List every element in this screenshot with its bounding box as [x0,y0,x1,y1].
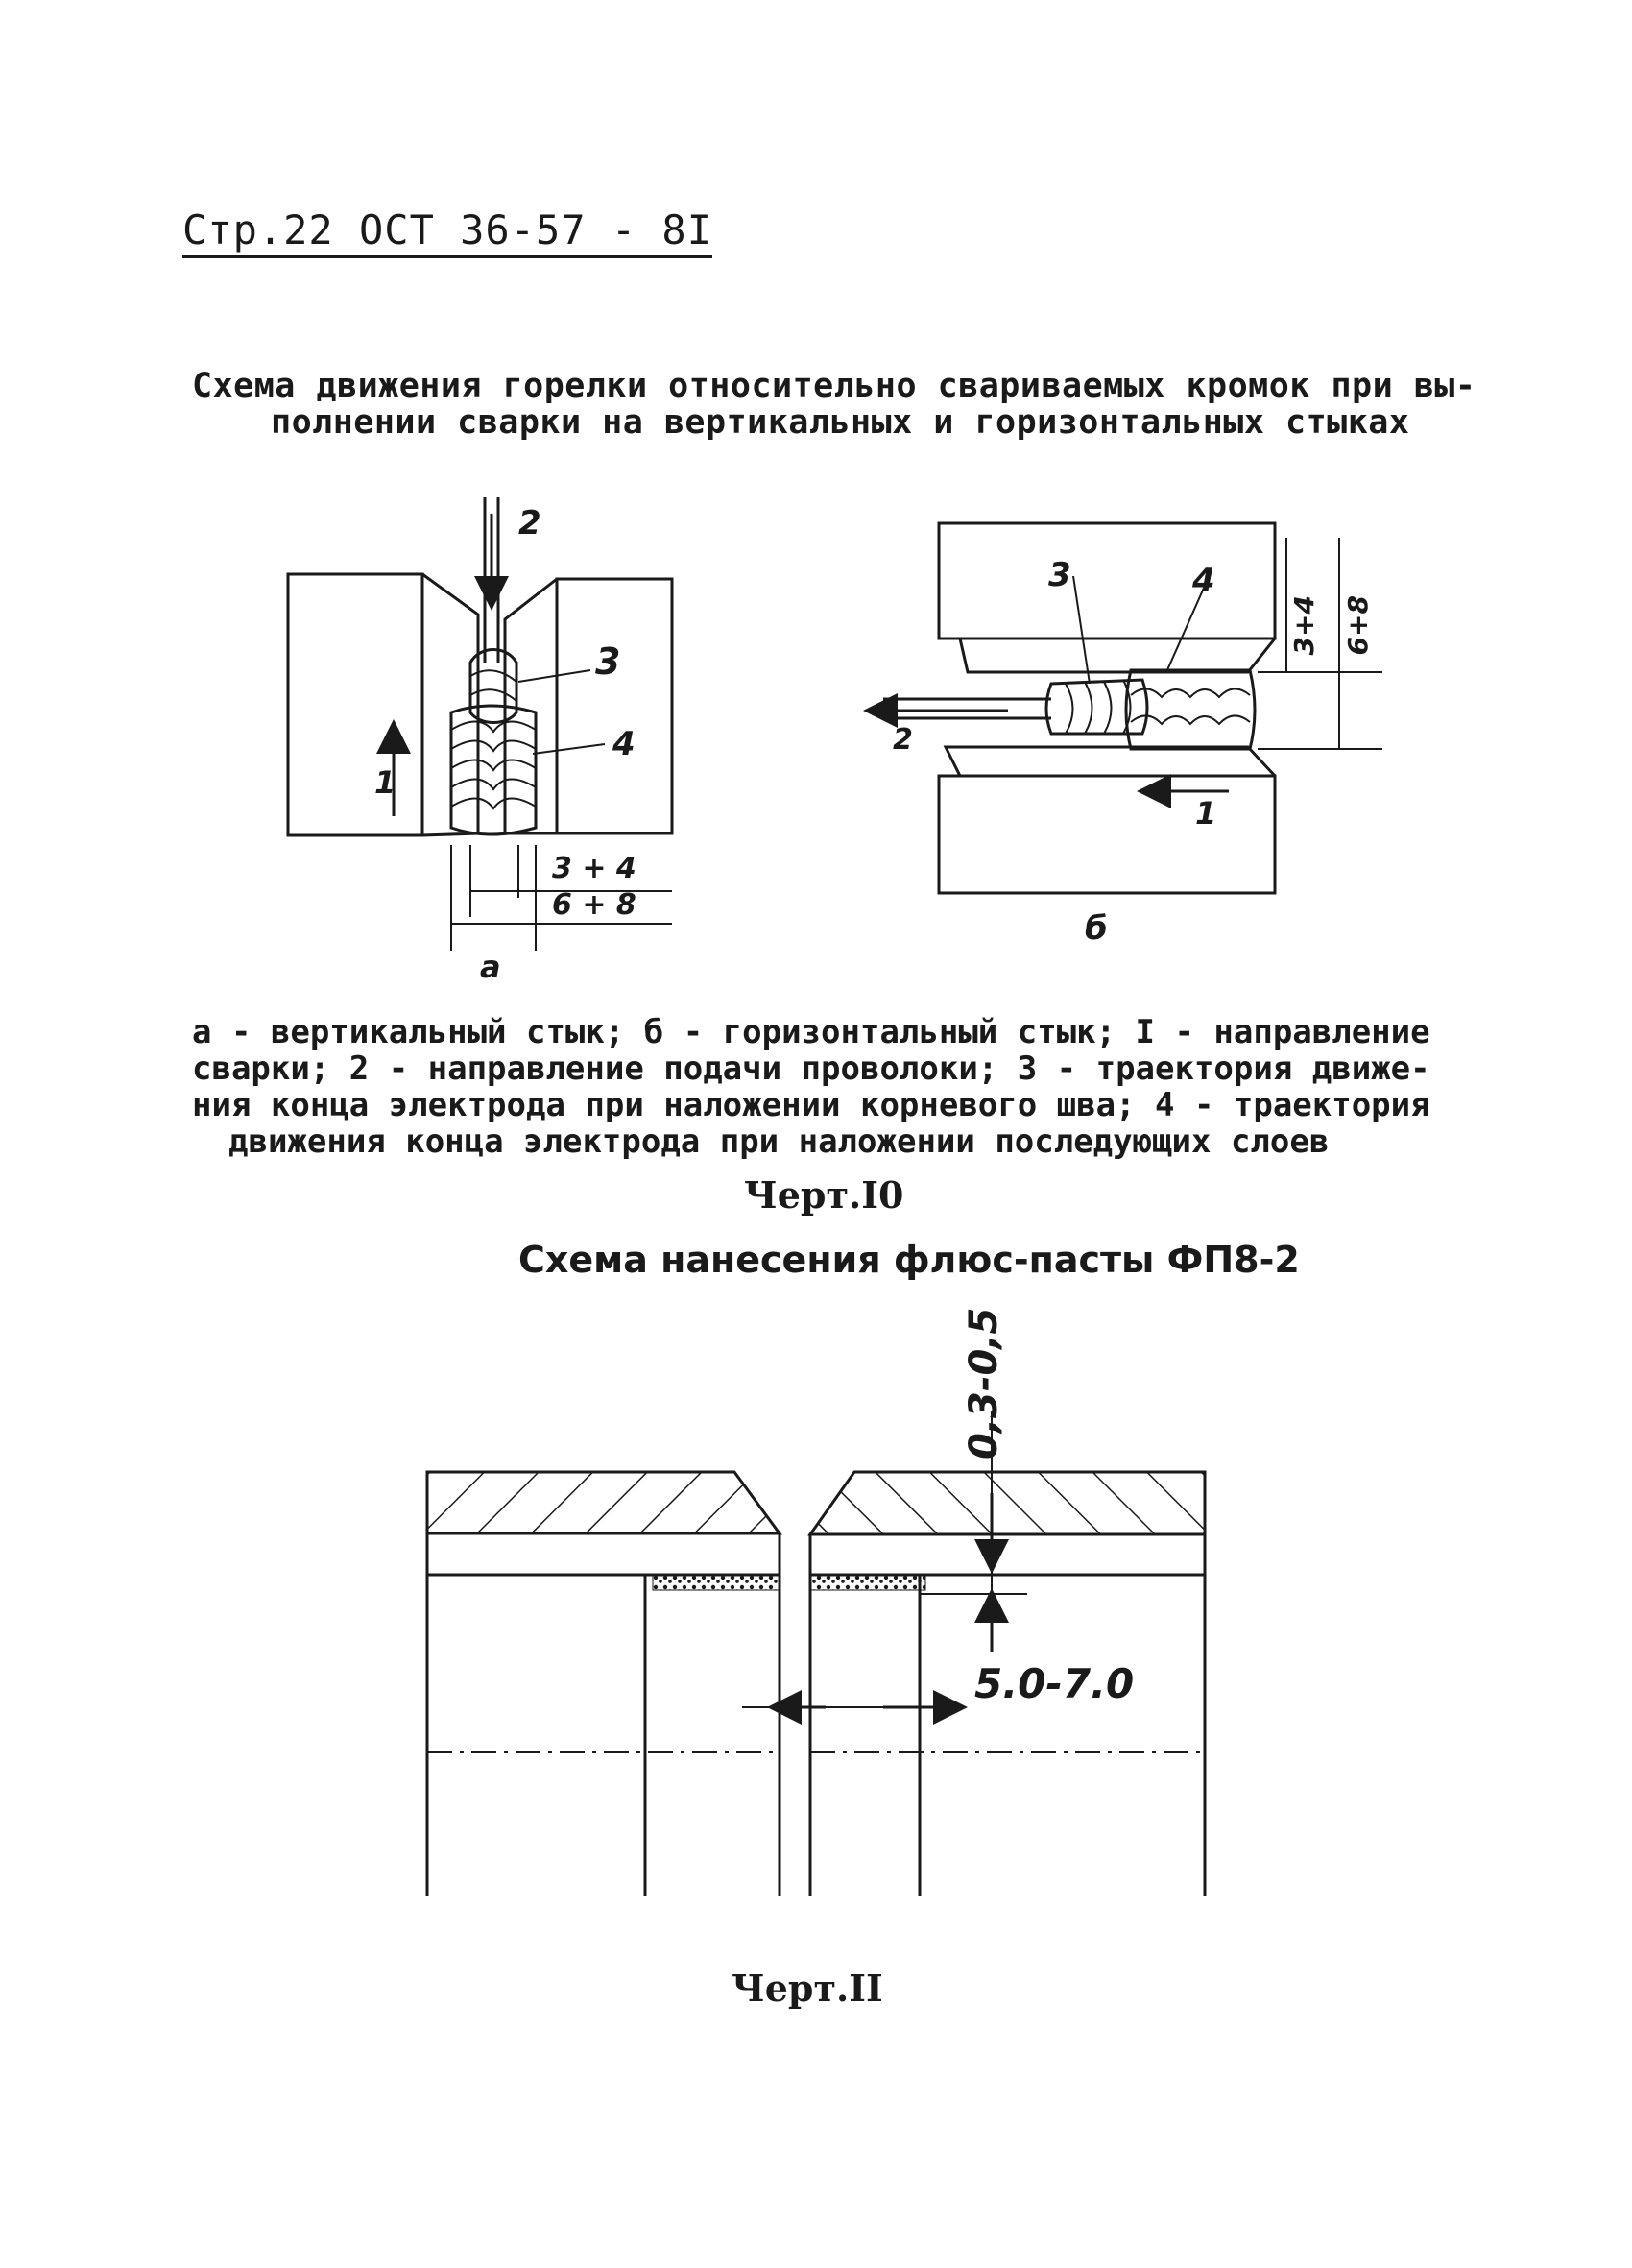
right-plate [557,579,672,833]
fig-a-label-3: 3 [595,640,621,683]
figure-11-label: Черт.II [732,1966,883,2010]
root-trajectory-b [1046,680,1147,734]
right-pipe-hatched-wall [810,1472,1205,1534]
left-pipe-hatched-wall [427,1472,780,1533]
fig-b-label-2: 2 [893,723,913,757]
fig-a-dim-large: 6 + 8 [552,888,636,922]
fig-b-label-3: 3 [1048,556,1071,594]
left-pipe-outline [427,1472,780,1896]
figure-10-caption-line-4: движения конца электрода при наложении последующих слоев [228,1122,1330,1161]
fig-a-sublabel: а [480,949,501,985]
fig-b-sublabel: б [1085,909,1108,948]
lower-plate-bevel [946,747,1275,776]
figure-10-caption-line-3: ния конца электрода при наложении корневого шва; 4 - траектория [192,1086,1430,1124]
flux-width-dim: 5.0-7.0 [974,1660,1135,1707]
fig-a-label-1: 1 [374,764,396,801]
fig-b-dim-small: 3+4 [1288,595,1320,656]
lower-plate [939,776,1275,893]
fig-a-label-4: 4 [612,725,636,763]
figure-b-horizontal-joint [869,523,1382,893]
figure-11-title: Схема нанесения флюс-пасты ФП8-2 [518,1239,1300,1281]
figure-10-title-line-1: Схема движения горелки относительно свариваемых кромок при вы- [192,367,1476,405]
figure-10-caption-line-2: сварки; 2 - направление подачи проволоки; 3 - траектория движе- [192,1050,1430,1088]
page-header: Стр.22 ОСТ 36-57 - 8I [182,206,712,258]
fig-a-dim-small: 3 + 4 [552,852,636,885]
figure-10-title-line-2: полнении сварки на вертикальных и горизонтальных стыках [271,403,1410,442]
flux-thickness-dim: 0,3-0,5 [962,1307,1006,1460]
upper-plate [939,523,1275,639]
fig-b-label-4: 4 [1192,562,1215,600]
layer-trajectory-b [1126,670,1255,749]
flux-layer-left [653,1575,780,1590]
flux-layer-right [810,1575,925,1590]
figure-11-flux-paste [427,1411,1205,1896]
upper-plate-bevel [960,639,1275,672]
fig-b-label-1: 1 [1195,795,1217,832]
figure-10-caption-line-1: а - вертикальный стык; б - горизонтальный стык; I - направление [192,1013,1430,1051]
left-plate [288,574,422,835]
fig-b-dim-large: 6+8 [1342,595,1374,656]
fig-a-label-2: 2 [518,504,541,543]
figure-10-label: Черт.I0 [744,1173,904,1217]
